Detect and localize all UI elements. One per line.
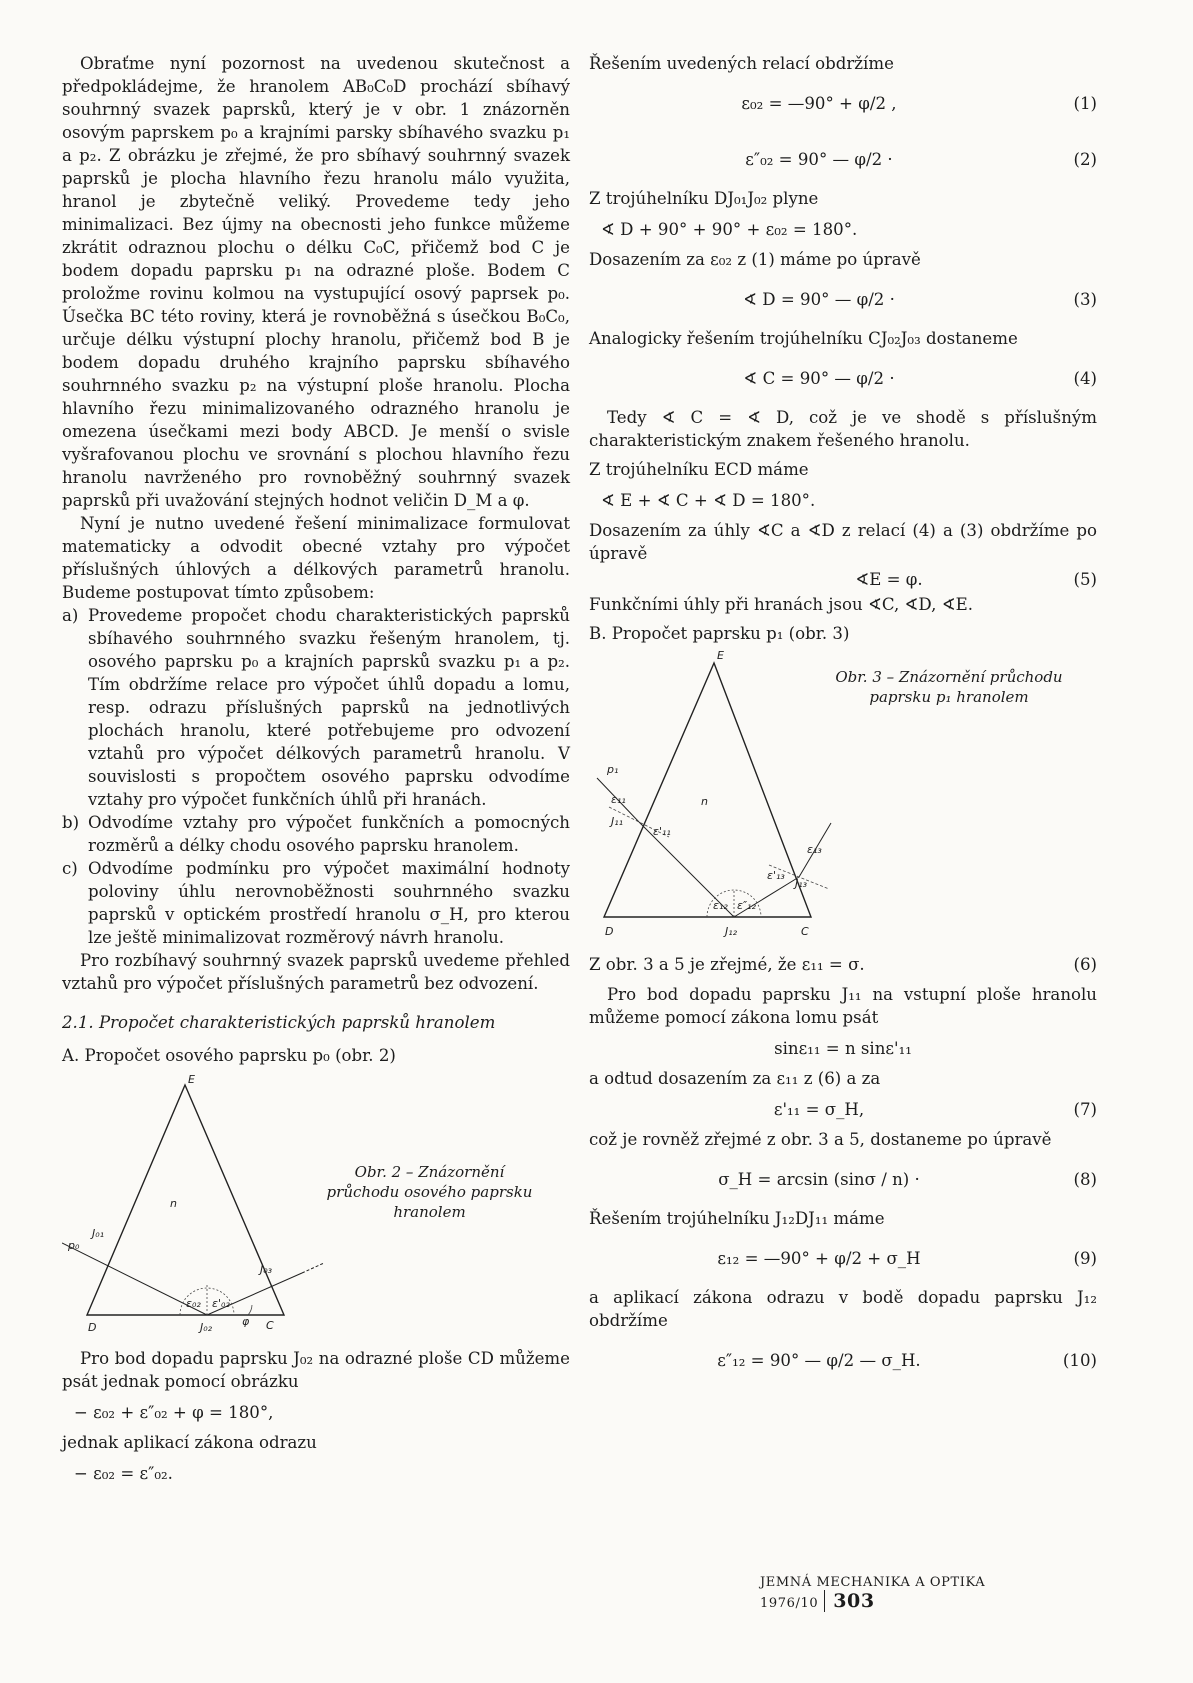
equation-expression: ε″₀₂ = 90° — φ/2 · [745, 149, 893, 169]
fig3-label: ε'₁₁ [653, 825, 671, 838]
fig3-label: E [717, 649, 724, 662]
method-list [62, 604, 570, 949]
equation-number: (4) [1073, 368, 1097, 388]
paragraph: Analogicky řešením trojúhelníku CJ₀₂J₀₃ dostaneme [589, 329, 1018, 348]
fig3-label: ε₁₃ [807, 843, 822, 856]
figure-3-caption: Obr. 3 – Znázornění průchodu paprsku p₁ hranolem [835, 668, 1063, 706]
equation-expression: σ_H = arcsin (sinσ / n) · [718, 1169, 920, 1189]
list-item [62, 857, 570, 949]
fig3-label: ε″₁₂ [737, 899, 756, 912]
fig3-label: J₁₂ [725, 925, 738, 938]
left-column [62, 52, 570, 1492]
equation [589, 565, 1097, 593]
equation [589, 1151, 1097, 1207]
fig2-label: ε'₀₂ [212, 1297, 230, 1310]
fig3-label: ε'₁₃ [767, 869, 785, 882]
fig2-label: J₀₃ [260, 1263, 273, 1276]
equation-number: (3) [1073, 289, 1097, 309]
fig3-label: ε₁₂ [713, 899, 728, 912]
list-marker: b) [62, 813, 80, 832]
equation [589, 350, 1097, 406]
right-column [589, 52, 1097, 1388]
paragraph: Funkčními úhly při hranách jsou ∢C, ∢D, ∢E. [589, 595, 973, 614]
paragraph: jednak aplikací zákona odrazu [62, 1433, 317, 1452]
equation-expression: ∢ C = 90° — φ/2 · [743, 368, 895, 388]
equation [62, 1454, 570, 1492]
figure-3 [589, 645, 1097, 945]
fig2-label: p₀ [68, 1239, 80, 1252]
equation [589, 210, 1097, 248]
paragraph: Dosazením za úhly ∢C a ∢D z relací (4) a (3) obdržíme po úpravě [589, 521, 1097, 563]
fig2-label: J₀₂ [200, 1321, 213, 1334]
subsection-heading: A. Propočet osového paprsku p₀ (obr. 2) [62, 1046, 396, 1065]
figure-2 [62, 1067, 570, 1337]
equation [589, 1230, 1097, 1286]
subsection-heading: B. Propočet paprsku p₁ (obr. 3) [589, 624, 850, 643]
equation-expression: − ε₀₂ = ε″₀₂. [74, 1463, 173, 1483]
paragraph: Nyní je nutno uvedené řešení minimalizace formulovat matematicky a odvodit obecné vztahy pro výpočet příslušných úhlových a délkových parametrů hranolu. Budeme postupovat tímto způsobem: [62, 514, 570, 602]
equation-expression: ε₀₂ = —90° + φ/2 , [741, 93, 897, 113]
list-marker: a) [62, 606, 79, 625]
fig3-label: J₁₃ [795, 877, 808, 890]
paragraph: a odtud dosazením za ε₁₁ z (6) a za [589, 1069, 881, 1088]
equation-expression: ε″₁₂ = 90° — φ/2 — σ_H. [717, 1350, 921, 1370]
fig3-label: p₁ [607, 763, 619, 776]
equation [589, 481, 1097, 519]
equation-expression: sinε₁₁ = n sinε'₁₁ [774, 1038, 912, 1058]
equation [589, 1332, 1097, 1388]
fig2-label: ε₀₂ [186, 1297, 201, 1310]
fig2-label: n [170, 1197, 177, 1210]
fig2-label: J₀₁ [92, 1227, 105, 1240]
equation-number: (8) [1073, 1169, 1097, 1189]
equation-expression: ε₁₂ = —90° + φ/2 + σ_H [717, 1248, 921, 1268]
equation [589, 131, 1097, 187]
paragraph: Z trojúhelníku DJ₀₁J₀₂ plyne [589, 189, 819, 208]
journal-name: JEMNÁ MECHANIKA A OPTIKA 1976/10 [760, 1575, 986, 1611]
equation [589, 75, 1097, 131]
figure-2-caption: Obr. 2 – Znázornění průchodu osového paprsku hranolem [326, 1163, 533, 1221]
equation-number: (7) [1073, 1099, 1097, 1119]
paragraph: Z trojúhelníku ECD máme [589, 460, 809, 479]
page-number: 303 [824, 1590, 874, 1612]
paragraph: Řešením uvedených relací obdržíme [589, 54, 894, 73]
fig2-label: E [188, 1073, 195, 1086]
equation-expression: − ε₀₂ + ε″₀₂ + φ = 180°, [74, 1402, 274, 1422]
paragraph: Tedy ∢ C = ∢ D, což je ve shodě s příslušným charakteristickým znakem řešeného hranolu. [589, 408, 1097, 450]
paragraph: a aplikací zákona odrazu v bodě dopadu paprsku J₁₂ obdržíme [589, 1288, 1097, 1330]
equation-expression: ∢ D = 90° — φ/2 · [743, 289, 895, 309]
equation-number: (2) [1073, 149, 1097, 169]
equation [589, 1029, 1097, 1067]
paragraph: což je rovněž zřejmé z obr. 3 a 5, dostaneme po úpravě [589, 1130, 1052, 1149]
equation-expression: ε'₁₁ = σ_H, [773, 1099, 865, 1119]
fig3-label: ε₁₁ [611, 793, 626, 806]
equation-number: (9) [1073, 1248, 1097, 1268]
paragraph: Pro bod dopadu paprsku J₀₂ na odrazné ploše CD můžeme psát jednak pomocí obrázku [62, 1349, 570, 1391]
fig3-label: J₁₁ [611, 815, 624, 828]
list-marker: c) [62, 859, 78, 878]
equation-number: (10) [1062, 1350, 1097, 1370]
paragraph: Dosazením za ε₀₂ z (1) máme po úpravě [589, 250, 921, 269]
list-text: Provedeme propočet chodu charakteristických paprsků sbíhavého souhrnného svazku řešeným hranolem, tj. osového paprsku p₀ a krajních paprsků svazku p₁ a p₂. Tím obdržíme relace pro výpočet úhlů dopadu a lomu, resp. odrazu příslušných paprsků na jednotlivých plochách hranolu, které potřebujeme pro odvození vztahů pro výpočet délkových parametrů hranolu. V souvislosti s propočtem osového paprsku odvodíme vztahy pro výpočet funkčních úhlů při hranách. [88, 606, 570, 809]
equation [589, 271, 1097, 327]
list-text: Odvodíme vztahy pro výpočet funkčních a pomocných rozměrů a délky chodu osového paprsku hranolem. [88, 813, 570, 855]
fig2-label: D [88, 1321, 97, 1334]
equation [589, 945, 1097, 983]
fig3-label: D [605, 925, 614, 938]
section-heading: 2.1. Propočet charakteristických paprsků hranolem [62, 1013, 496, 1032]
paragraph: Řešením trojúhelníku J₁₂DJ₁₁ máme [589, 1209, 885, 1228]
list-text: Odvodíme podmínku pro výpočet maximální hodnoty poloviny úhlu nerovnoběžnosti souhrnného svazku paprsků v optickém prostředí hranolu σ_H, pro kterou lze ještě minimalizovat rozměrový návrh hranolu. [88, 859, 570, 947]
fig2-label: φ [242, 1315, 250, 1328]
fig3-label: n [701, 795, 708, 808]
fig3-label: C [801, 925, 809, 938]
paragraph: Pro bod dopadu paprsku J₁₁ na vstupní ploše hranolu můžeme pomocí zákona lomu psát [589, 985, 1097, 1027]
equation-expression: ∢ E + ∢ C + ∢ D = 180°. [601, 490, 816, 510]
equation-expression: ∢ D + 90° + 90° + ε₀₂ = 180°. [601, 219, 858, 239]
equation-number: (1) [1073, 93, 1097, 113]
equation-expression: Z obr. 3 a 5 je zřejmé, že ε₁₁ = σ. [589, 954, 865, 974]
equation [62, 1393, 570, 1431]
equation-number: (5) [1073, 569, 1097, 589]
equation [589, 1090, 1097, 1128]
fig2-label: C [266, 1319, 274, 1332]
page-footer [760, 1575, 1090, 1612]
paragraph: Obraťme nyní pozornost na uvedenou skutečnost a předpokládejme, že hranolem AB₀C₀D prochází sbíhavý souhrnný svazek paprsků, který je v obr. 1 znázorněn osovým paprskem p₀ a krajními parsky sbíhavého svazku p₁ a p₂. Z obrázku je zřejmé, že pro sbíhavý souhrnný svazek paprsků je plocha hlavního řezu hranolu málo využita, hranol je zbytečně veliký. Provedeme tedy jeho minimalizaci. Bez újmy na obecnosti jeho funkce můžeme zkrátit odraznou plochu o délku C₀C, přičemž bod C je bodem dopadu paprsku p₁ na odrazné ploše. Bodem C proložme rovinu kolmou na vystupující osový paprsek p₀. Úsečka BC této roviny, která je rovnoběžná s úsečkou B₀C₀, určuje délku výstupní plochy hranolu, přičemž bod B je bodem dopadu druhého krajního paprsku sbíhavého souhrnného svazku p₂ na výstupní ploše hranolu. Plocha hlavního řezu minimalizovaného odrazného hranolu je omezena úsečkami mezi body ABCD. Je menší o svisle vyšrafovanou plochu ve srovnání s plochou hlavního řezu hranolu navrženého pro rovnoběžný souhrnný svazek paprsků při uvažování stejných hodnot veličin D_M a φ. [62, 54, 570, 510]
equation-number: (6) [1073, 954, 1097, 974]
equation-expression: ∢E = φ. [855, 569, 923, 589]
list-item [62, 811, 570, 857]
list-item [62, 604, 570, 811]
paragraph: Pro rozbíhavý souhrnný svazek paprsků uvedeme přehled vztahů pro výpočet příslušných parametrů bez odvození. [62, 951, 570, 993]
